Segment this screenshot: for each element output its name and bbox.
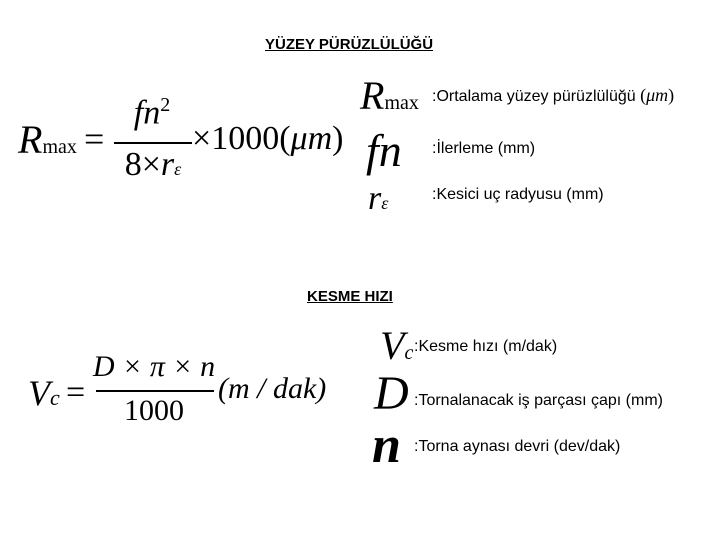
legend-fn-text: :İlerleme (mm) bbox=[432, 140, 536, 157]
legend-n-text: :Torna aynası devri (dev/dak) bbox=[414, 438, 621, 455]
vc-symbol: Vc bbox=[28, 373, 60, 413]
legend-reps-symbol: rε bbox=[368, 180, 389, 217]
vc-fraction-bar bbox=[96, 390, 214, 392]
legend-rmax-symbol: Rmax bbox=[360, 73, 419, 118]
legend-n-symbol: n bbox=[372, 417, 401, 474]
legend-fn-symbol: fn bbox=[366, 125, 402, 176]
legend-d-symbol: D bbox=[374, 367, 409, 420]
vc-numerator: D × π × n bbox=[92, 350, 216, 383]
vc-denominator: 1000 bbox=[124, 394, 184, 427]
vc-unit: (m / dak) bbox=[218, 372, 327, 405]
surface-roughness-heading: YÜZEY PÜRÜZLÜLÜĞÜ bbox=[265, 36, 434, 53]
legend-d-text: :Tornalanacak iş parçası çapı (mm) bbox=[414, 392, 663, 409]
rmax-symbol: Rmax bbox=[18, 117, 77, 162]
equals-sign-2: = bbox=[66, 374, 86, 411]
equals-sign: = bbox=[84, 119, 105, 159]
fraction-bar bbox=[114, 142, 192, 144]
legend-rmax-text: :Ortalama yüzey pürüzlülüğü (μm) bbox=[432, 85, 675, 105]
legend-vc-text: :Kesme hızı (m/dak) bbox=[414, 338, 558, 355]
cutting-speed-heading: KESME HIZI bbox=[307, 288, 393, 305]
multiply-1000: ×1000(μm) bbox=[192, 120, 344, 157]
fraction-denominator: 8×rε bbox=[124, 146, 182, 183]
fraction-numerator: $fn^2$ bbox=[133, 94, 171, 132]
legend-reps-text: :Kesici uç radyusu (mm) bbox=[432, 186, 604, 203]
legend-vc-symbol: Vc bbox=[380, 323, 414, 368]
